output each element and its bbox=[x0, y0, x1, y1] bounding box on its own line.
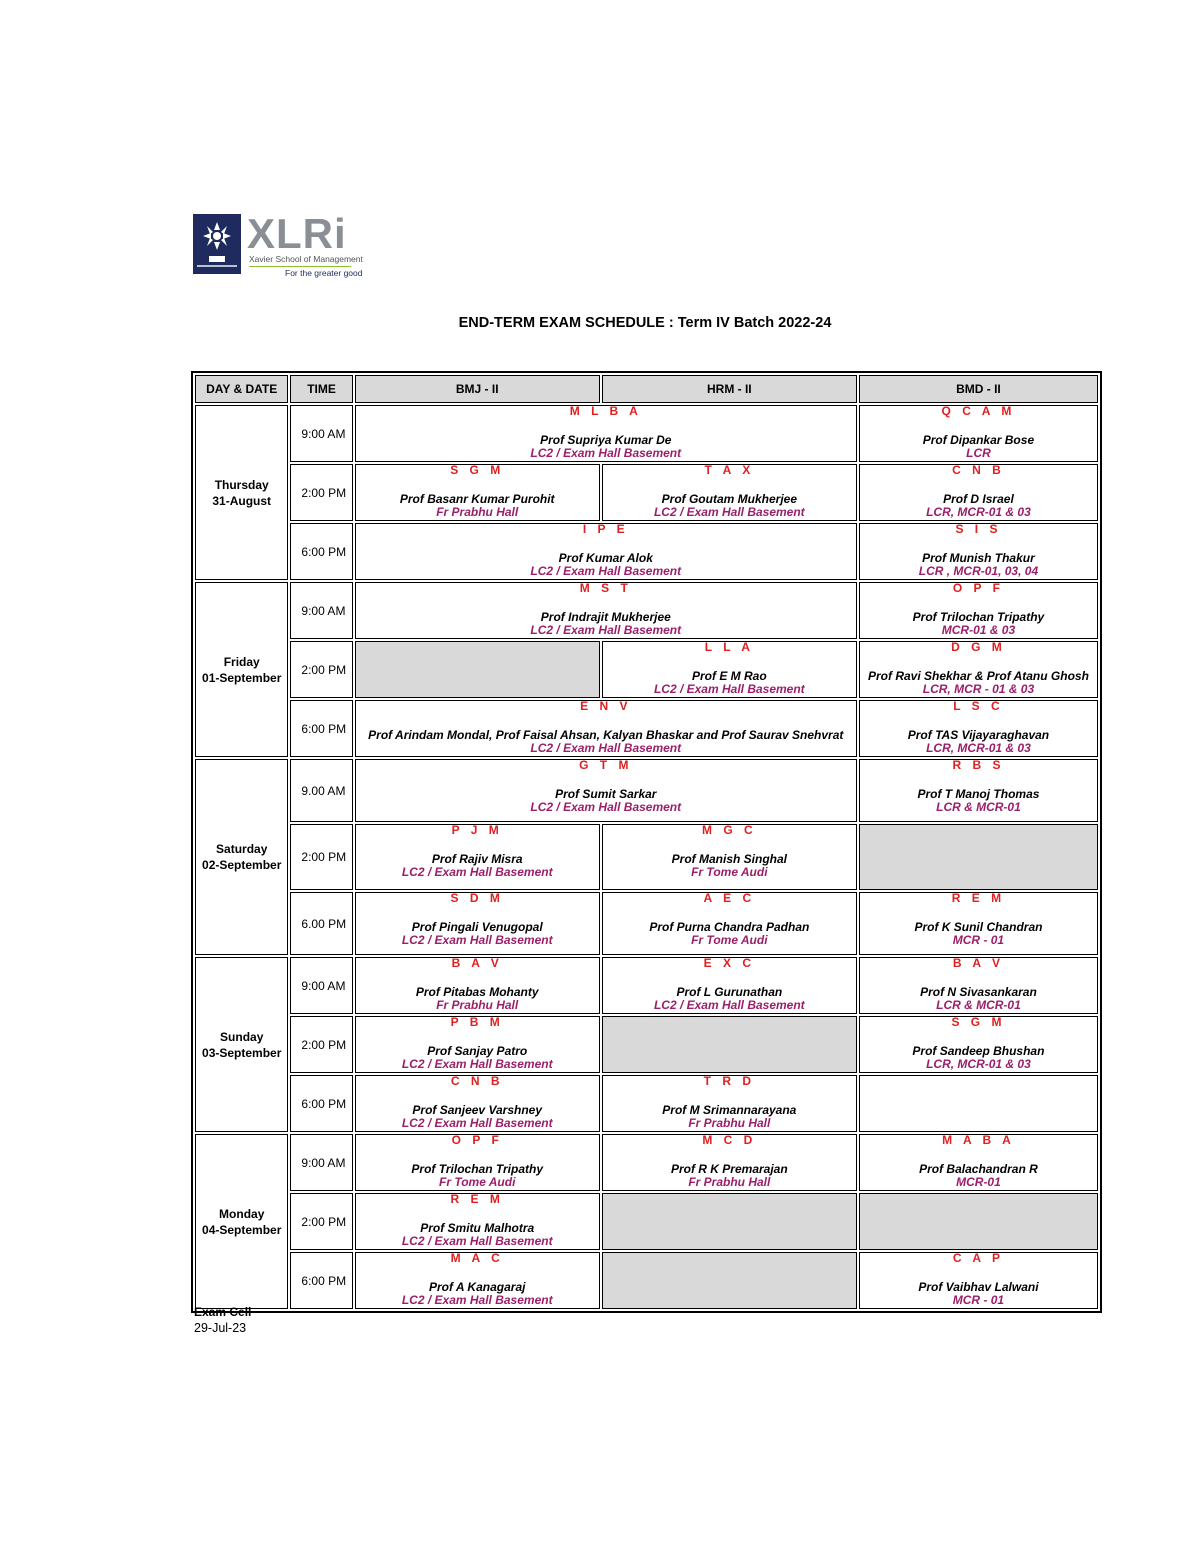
time-cell: 9:00 AM bbox=[290, 957, 352, 1014]
course-code: L S C bbox=[953, 699, 1004, 713]
exam-cell-bmd bbox=[859, 523, 1098, 580]
course-code: T A X bbox=[704, 463, 755, 477]
time-cell: 9:00 AM bbox=[290, 405, 352, 462]
exam-cell-bmd bbox=[859, 1016, 1098, 1073]
exam-venue: MCR - 01 bbox=[952, 1293, 1005, 1307]
professor-name: Prof Munish Thakur bbox=[922, 551, 1035, 565]
course-code: M L B A bbox=[569, 404, 642, 418]
professor-name: Prof Trilochan Tripathy bbox=[912, 610, 1045, 624]
exam-venue: LC2 / Exam Hall Basement bbox=[653, 998, 805, 1012]
exam-schedule-table bbox=[191, 371, 1102, 1313]
professor-name: Prof A Kanagaraj bbox=[428, 1280, 526, 1294]
exam-cell-bmd bbox=[859, 957, 1098, 1014]
exam-cell-bmj bbox=[355, 957, 600, 1014]
header-day-date: DAY & DATE bbox=[195, 375, 288, 403]
table-row bbox=[195, 759, 1098, 822]
exam-venue: LCR bbox=[966, 446, 991, 460]
time-cell: 9.00 AM bbox=[290, 759, 352, 822]
exam-venue: LC2 / Exam Hall Basement bbox=[401, 1057, 553, 1071]
course-code: M A C bbox=[450, 1251, 504, 1265]
professor-name: Prof Supriya Kumar De bbox=[540, 433, 672, 447]
header-bmj: BMJ - II bbox=[355, 375, 600, 403]
table-row bbox=[195, 1134, 1098, 1191]
logo-tagline: For the greater good bbox=[285, 268, 363, 278]
exam-cell-bmd bbox=[859, 405, 1098, 462]
course-code: O P F bbox=[952, 581, 1004, 595]
exam-cell-bmj-hrm bbox=[355, 405, 857, 462]
professor-name: Prof Smitu Malhotra bbox=[420, 1221, 535, 1235]
exam-cell-bmj bbox=[355, 1016, 600, 1073]
course-code: Q C A M bbox=[941, 404, 1016, 418]
table-row bbox=[195, 464, 1098, 521]
professor-name: Prof M Srimannarayana bbox=[662, 1103, 797, 1117]
exam-venue: Fr Prabhu Hall bbox=[436, 505, 519, 519]
exam-cell-bmd bbox=[859, 892, 1098, 955]
professor-name: Prof Arindam Mondal, Prof Faisal Ahsan, Kalyan Bhaskar and Prof Saurav Snehvrat bbox=[368, 728, 844, 742]
header-bmd: BMD - II bbox=[859, 375, 1098, 403]
course-code: P J M bbox=[451, 823, 503, 837]
course-code: R B S bbox=[952, 758, 1005, 772]
exam-venue: LCR, MCR-01 & 03 bbox=[926, 1057, 1031, 1071]
course-code: S I S bbox=[955, 522, 1002, 536]
empty-cell bbox=[859, 1075, 1098, 1132]
professor-name: Prof Pitabas Mohanty bbox=[415, 985, 539, 999]
course-code: M C D bbox=[702, 1133, 757, 1147]
exam-venue: Fr Prabhu Hall bbox=[688, 1116, 771, 1130]
course-code: O P F bbox=[451, 1133, 503, 1147]
time-cell: 2:00 PM bbox=[290, 824, 352, 890]
exam-venue: LCR, MCR-01 & 03 bbox=[926, 505, 1031, 519]
exam-venue: LC2 / Exam Hall Basement bbox=[401, 1234, 553, 1248]
exam-venue: MCR - 01 bbox=[952, 933, 1005, 947]
exam-venue: LC2 / Exam Hall Basement bbox=[401, 865, 553, 879]
table-row bbox=[195, 1193, 1098, 1250]
exam-cell-hrm bbox=[602, 824, 857, 890]
blank-cell bbox=[602, 1193, 857, 1250]
exam-venue: LC2 / Exam Hall Basement bbox=[530, 623, 682, 637]
professor-name: Prof Vaibhav Lalwani bbox=[918, 1280, 1039, 1294]
logo-divider bbox=[249, 266, 351, 267]
professor-name: Prof Sanjay Patro bbox=[427, 1044, 528, 1058]
time-cell: 6:00 PM bbox=[290, 1075, 352, 1132]
professor-name: Prof Pingali Venugopal bbox=[411, 920, 543, 934]
time-cell: 2:00 PM bbox=[290, 1016, 352, 1073]
course-code: P B M bbox=[450, 1015, 504, 1029]
course-code: C A P bbox=[952, 1251, 1004, 1265]
exam-cell-bmj-hrm bbox=[355, 700, 857, 757]
exam-cell-hrm bbox=[602, 464, 857, 521]
course-code: I P E bbox=[582, 522, 629, 536]
day-date-cell bbox=[195, 405, 288, 580]
day-date-cell bbox=[195, 759, 288, 955]
professor-name: Prof E M Rao bbox=[691, 669, 767, 683]
exam-venue: LC2 / Exam Hall Basement bbox=[530, 741, 682, 755]
course-code: G T M bbox=[579, 758, 633, 772]
xlri-emblem-icon bbox=[193, 214, 241, 274]
professor-name: Prof K Sunil Chandran bbox=[914, 920, 1043, 934]
table-row bbox=[195, 824, 1098, 890]
exam-cell-bmd bbox=[859, 1252, 1098, 1309]
course-code: E N V bbox=[580, 699, 632, 713]
professor-name: Prof Rajiv Misra bbox=[431, 852, 523, 866]
time-cell: 9:00 AM bbox=[290, 1134, 352, 1191]
course-code: S G M bbox=[951, 1015, 1006, 1029]
professor-name: Prof Sumit Sarkar bbox=[555, 787, 657, 801]
day-name: Sunday bbox=[220, 1029, 264, 1044]
professor-name: Prof Basanr Kumar Purohit bbox=[399, 492, 555, 506]
course-code: E X C bbox=[703, 956, 755, 970]
exam-cell-bmj bbox=[355, 892, 600, 955]
day-name: Friday bbox=[223, 654, 260, 669]
professor-name: Prof TAS Vijayaraghavan bbox=[907, 728, 1050, 742]
exam-cell-bmd bbox=[859, 700, 1098, 757]
exam-cell-hrm bbox=[602, 957, 857, 1014]
exam-venue: LC2 / Exam Hall Basement bbox=[530, 564, 682, 578]
day-date: 03-September bbox=[202, 1045, 282, 1060]
course-code: D G M bbox=[951, 640, 1006, 654]
professor-name: Prof Sanjeev Varshney bbox=[412, 1103, 543, 1117]
day-name: Monday bbox=[219, 1206, 265, 1221]
exam-venue: Fr Prabhu Hall bbox=[688, 1175, 771, 1189]
blank-cell bbox=[859, 824, 1098, 890]
exam-cell-bmj bbox=[355, 464, 600, 521]
course-code: M A B A bbox=[942, 1133, 1015, 1147]
day-date-cell bbox=[195, 1134, 288, 1309]
exam-venue: LCR & MCR-01 bbox=[936, 998, 1021, 1012]
professor-name: Prof T Manoj Thomas bbox=[917, 787, 1040, 801]
course-code: C N B bbox=[450, 1074, 504, 1088]
course-code: R E M bbox=[450, 1192, 504, 1206]
exam-venue: LC2 / Exam Hall Basement bbox=[530, 800, 682, 814]
course-code: M S T bbox=[579, 581, 632, 595]
professor-name: Prof Kumar Alok bbox=[558, 551, 653, 565]
footer-label: Exam Cell bbox=[194, 1305, 252, 1319]
professor-name: Prof Ravi Shekhar & Prof Atanu Ghosh bbox=[867, 669, 1089, 683]
course-code: L L A bbox=[704, 640, 754, 654]
professor-name: Prof Sandeep Bhushan bbox=[912, 1044, 1045, 1058]
exam-cell-bmd bbox=[859, 641, 1098, 698]
exam-venue: LC2 / Exam Hall Basement bbox=[530, 446, 682, 460]
exam-cell-bmd bbox=[859, 582, 1098, 639]
exam-venue: MCR-01 bbox=[956, 1175, 1001, 1189]
time-cell: 6:00 PM bbox=[290, 523, 352, 580]
exam-venue: LCR , MCR-01, 03, 04 bbox=[918, 564, 1039, 578]
course-code: M G C bbox=[701, 823, 757, 837]
professor-name: Prof N Sivasankaran bbox=[920, 985, 1037, 999]
exam-cell-bmj bbox=[355, 824, 600, 890]
day-date: 04-September bbox=[202, 1222, 282, 1237]
exam-cell-hrm bbox=[602, 1134, 857, 1191]
day-date: 31-August bbox=[212, 493, 272, 508]
table-row bbox=[195, 957, 1098, 1014]
exam-venue: LC2 / Exam Hall Basement bbox=[653, 682, 805, 696]
exam-venue: LCR, MCR - 01 & 03 bbox=[922, 682, 1035, 696]
exam-cell-bmj bbox=[355, 1075, 600, 1132]
table-row bbox=[195, 641, 1098, 698]
exam-venue: LC2 / Exam Hall Basement bbox=[401, 933, 553, 947]
day-name: Thursday bbox=[214, 477, 269, 492]
exam-venue: Fr Tome Audi bbox=[438, 1175, 516, 1189]
blank-cell bbox=[859, 1193, 1098, 1250]
exam-cell-bmj bbox=[355, 1193, 600, 1250]
exam-cell-bmj-hrm bbox=[355, 523, 857, 580]
table-row bbox=[195, 582, 1098, 639]
professor-name: Prof Purna Chandra Padhan bbox=[649, 920, 810, 934]
day-date-cell bbox=[195, 582, 288, 757]
day-date: 01-September bbox=[202, 670, 282, 685]
exam-venue: LCR & MCR-01 bbox=[936, 800, 1021, 814]
header-hrm: HRM - II bbox=[602, 375, 857, 403]
blank-cell bbox=[355, 641, 600, 698]
exam-venue: LC2 / Exam Hall Basement bbox=[401, 1116, 553, 1130]
time-cell: 9:00 AM bbox=[290, 582, 352, 639]
professor-name: Prof Dipankar Bose bbox=[922, 433, 1035, 447]
logo-wordmark: XLRi bbox=[247, 210, 347, 257]
table-row bbox=[195, 892, 1098, 955]
blank-cell bbox=[602, 1016, 857, 1073]
exam-cell-hrm bbox=[602, 892, 857, 955]
day-date: 02-September bbox=[202, 858, 282, 872]
exam-cell-hrm bbox=[602, 641, 857, 698]
professor-name: Prof Balachandran R bbox=[919, 1162, 1038, 1176]
time-cell: 2:00 PM bbox=[290, 641, 352, 698]
professor-name: Prof L Gurunathan bbox=[676, 985, 783, 999]
table-row bbox=[195, 700, 1098, 757]
exam-venue: LC2 / Exam Hall Basement bbox=[653, 505, 805, 519]
exam-venue: LCR, MCR-01 & 03 bbox=[926, 741, 1031, 755]
exam-cell-hrm bbox=[602, 1075, 857, 1132]
course-code: S G M bbox=[450, 463, 505, 477]
professor-name: Prof R K Premarajan bbox=[670, 1162, 788, 1176]
professor-name: Prof Manish Singhal bbox=[671, 852, 787, 866]
table-row bbox=[195, 523, 1098, 580]
time-cell: 2:00 PM bbox=[290, 464, 352, 521]
exam-cell-bmd bbox=[859, 759, 1098, 822]
time-cell: 2:00 PM bbox=[290, 1193, 352, 1250]
exam-venue: LC2 / Exam Hall Basement bbox=[401, 1293, 553, 1307]
professor-name: Prof D Israel bbox=[943, 492, 1014, 506]
course-code: B A V bbox=[952, 956, 1004, 970]
table-row bbox=[195, 1252, 1098, 1309]
exam-venue: Fr Tome Audi bbox=[691, 865, 768, 879]
day-name: Saturday bbox=[216, 842, 268, 856]
logo-subtitle: Xavier School of Management bbox=[249, 254, 363, 264]
course-code: S D M bbox=[450, 891, 504, 905]
table-row bbox=[195, 1075, 1098, 1132]
time-cell: 6:00 PM bbox=[290, 1252, 352, 1309]
header-time: TIME bbox=[290, 375, 352, 403]
time-cell: 6.00 PM bbox=[290, 892, 352, 955]
course-code: T R D bbox=[703, 1074, 755, 1088]
page-title: END-TERM EXAM SCHEDULE : Term IV Batch 2022-24 bbox=[458, 315, 832, 331]
footer-date: 29-Jul-23 bbox=[194, 1321, 247, 1335]
professor-name: Prof Trilochan Tripathy bbox=[411, 1162, 543, 1176]
exam-cell-bmd bbox=[859, 464, 1098, 521]
schedule-body bbox=[195, 405, 1098, 1309]
course-code: B A V bbox=[451, 956, 503, 970]
xlri-logo bbox=[193, 210, 363, 280]
exam-cell-bmj bbox=[355, 1134, 600, 1191]
table-row bbox=[195, 1016, 1098, 1073]
exam-cell-bmj bbox=[355, 1252, 600, 1309]
exam-cell-bmj-hrm bbox=[355, 759, 857, 822]
exam-cell-bmd bbox=[859, 1134, 1098, 1191]
time-cell: 6:00 PM bbox=[290, 700, 352, 757]
table-header-row bbox=[195, 375, 1098, 403]
exam-venue: Fr Tome Audi bbox=[691, 933, 768, 947]
exam-venue: MCR-01 & 03 bbox=[941, 623, 1016, 637]
blank-cell bbox=[602, 1252, 857, 1309]
course-code: A E C bbox=[703, 891, 756, 905]
exam-venue: Fr Prabhu Hall bbox=[436, 998, 519, 1012]
table-row bbox=[195, 405, 1098, 462]
course-code: C N B bbox=[952, 463, 1005, 477]
exam-cell-bmj-hrm bbox=[355, 582, 857, 639]
day-date-cell bbox=[195, 957, 288, 1132]
professor-name: Prof Indrajit Mukherjee bbox=[540, 610, 671, 624]
professor-name: Prof Goutam Mukherjee bbox=[661, 492, 797, 506]
course-code: R E M bbox=[951, 891, 1006, 905]
